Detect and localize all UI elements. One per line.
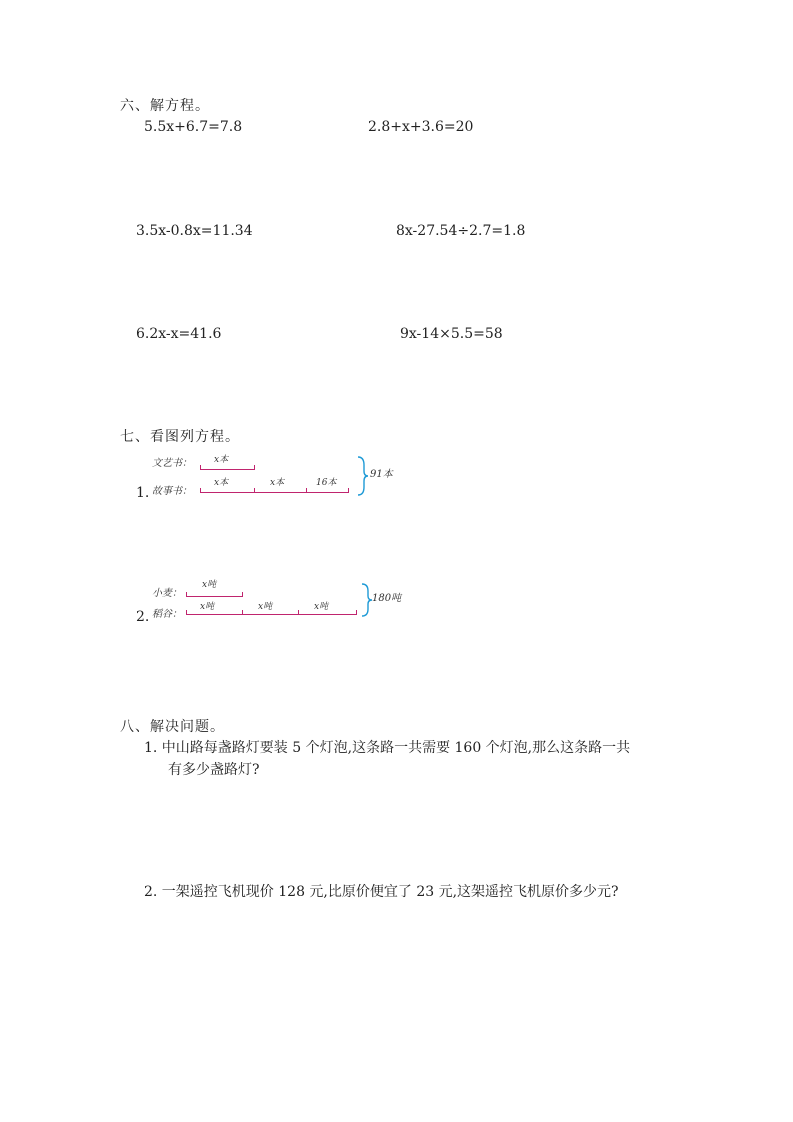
figure-2-seg-b-label: x吨 (258, 602, 273, 612)
tick (298, 610, 299, 615)
figure-2-seg-a-label: x吨 (200, 602, 215, 612)
figure-1-seg-a-label: x本 (214, 478, 229, 488)
figure-2-row1-label: 小麦： (152, 588, 182, 599)
figure-1-number: 1. (136, 485, 150, 501)
figure-2-total: 180吨 (372, 593, 402, 604)
figure-1-row2-label: 故事书： (152, 486, 192, 497)
tick (348, 488, 349, 493)
equation-3: 3.5x-0.8x=11.34 (136, 223, 253, 239)
figure-2-top-label: x吨 (202, 580, 217, 590)
tick (200, 465, 201, 470)
section-7-heading: 七、看图列方程。 (120, 429, 240, 445)
section-6-heading: 六、解方程。 (120, 98, 210, 114)
equation-1: 5.5x+6.7=7.8 (144, 119, 243, 135)
tick (254, 488, 255, 493)
tick (242, 592, 243, 597)
figure-2-seg-c-label: x吨 (314, 602, 329, 612)
figure-2-bottom-segment (186, 614, 356, 615)
section-8-heading: 八、解决问题。 (120, 719, 225, 735)
tick (186, 592, 187, 597)
tick (242, 610, 243, 615)
figure-1-row1-label: 文艺书： (152, 458, 192, 469)
figure-2-number: 2. (136, 609, 150, 625)
figure-1-total: 91本 (370, 469, 393, 480)
equation-2: 2.8+x+3.6=20 (368, 119, 474, 135)
tick (356, 610, 357, 615)
figure-1-brace (356, 455, 370, 497)
equation-5: 6.2x-x=41.6 (136, 326, 222, 342)
question-1-line-1: 1. 中山路每盏路灯要装 5 个灯泡,这条路一共需要 160 个灯泡,那么这条路一共 (144, 740, 631, 756)
figure-1-bottom-segment (200, 492, 348, 493)
figure-1-seg-b-label: x本 (270, 478, 285, 488)
figure-1-top-segment (200, 469, 254, 470)
tick (186, 610, 187, 615)
figure-2-top-segment (186, 596, 242, 597)
equation-4: 8x-27.54÷2.7=1.8 (396, 223, 526, 239)
equation-6: 9x-14×5.5=58 (400, 326, 503, 342)
figure-2-row2-label: 稻谷： (152, 609, 182, 620)
question-2: 2. 一架遥控飞机现价 128 元,比原价便宜了 23 元,这架遥控飞机原价多少元? (144, 884, 619, 900)
tick (200, 488, 201, 493)
question-1-line-2: 有多少盏路灯? (168, 762, 260, 778)
tick (254, 465, 255, 470)
tick (306, 488, 307, 493)
figure-1-seg-c-label: 16本 (316, 478, 337, 488)
figure-1-top-label: x本 (214, 455, 229, 465)
